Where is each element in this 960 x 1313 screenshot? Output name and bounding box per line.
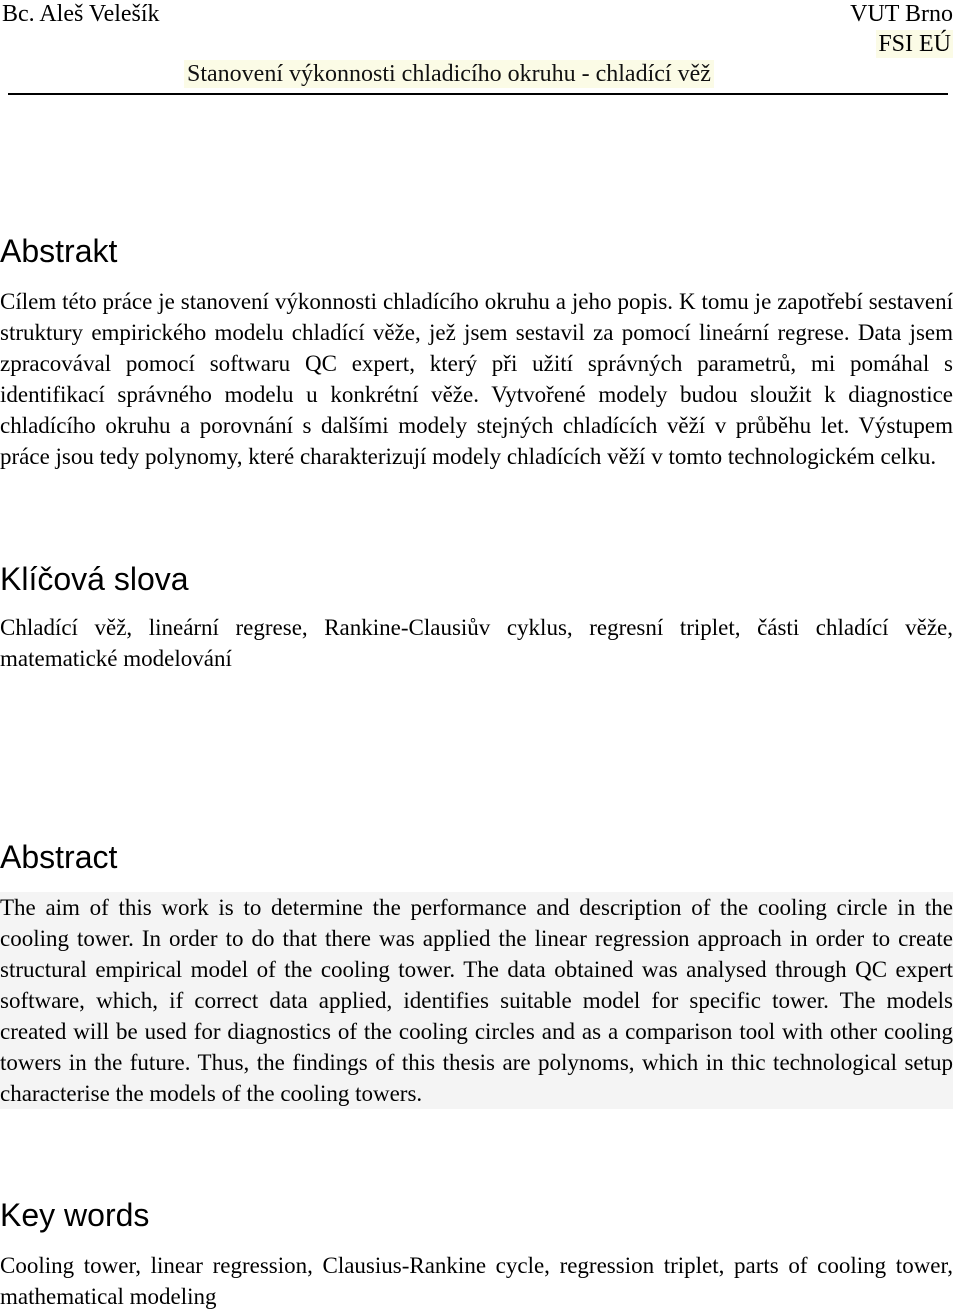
abstract-text: The aim of this work is to determine the performance and description of the cooling circle in the cooling tower. In order to do that there was applied the linear regression approach in order to create structural empirical model of the cooling tower. The data obtained was analysed through QC expert software, which, if correct data applied, identifies suitable model for specific tower. The models created will be used for diagnostics of the cooling circles and as a comparison tool with other cooling towers in the future. Thus, the findings of this thesis are polynoms, which in thic technological setup characterise the models of the cooling towers. [0, 892, 953, 1109]
abstrakt-heading: Abstrakt [0, 233, 118, 269]
header-thesis-title: Stanovení výkonnosti chladicího okruhu - chladící věž [184, 60, 714, 88]
key-words-text: Cooling tower, linear regression, Clausius-Rankine cycle, regression triplet, parts of cooling tower, mathematical modeling [0, 1253, 953, 1309]
abstrakt-text: Cílem této práce je stanovení výkonnosti chladícího okruhu a jeho popis. K tomu je zapotřebí sestavení struktury empirického modelu chladící věže, jež jsem sestavil za pomocí lineární regrese. Data jsem zpracovával pomocí softwaru QC expert, který při užití správných parametrů, mi pomáhal s identifikací správného modelu u konkrétní věže. Vytvořené modely budou sloužit k diagnostice chladícího okruhu a porovnání s dalšími modely stejných chladících věží v průběhu let. Výstupem práce jsou tedy polynomy, které charakterizují modely chladících věží v tomto technologickém celku. [0, 289, 953, 469]
header-department: FSI EÚ [878, 31, 951, 57]
header-author: Bc. Aleš Velešík [2, 1, 160, 27]
klicova-slova-heading: Klíčová slova [0, 561, 189, 597]
klicova-slova-text: Chladící věž, lineární regrese, Rankine-Clausiův cyklus, regresní triplet, části chladící věže, matematické modelování [0, 615, 953, 671]
header-school: VUT Brno [850, 1, 953, 27]
key-words-heading: Key words [0, 1197, 150, 1233]
abstract-heading: Abstract [0, 839, 118, 875]
header-divider [8, 93, 948, 95]
